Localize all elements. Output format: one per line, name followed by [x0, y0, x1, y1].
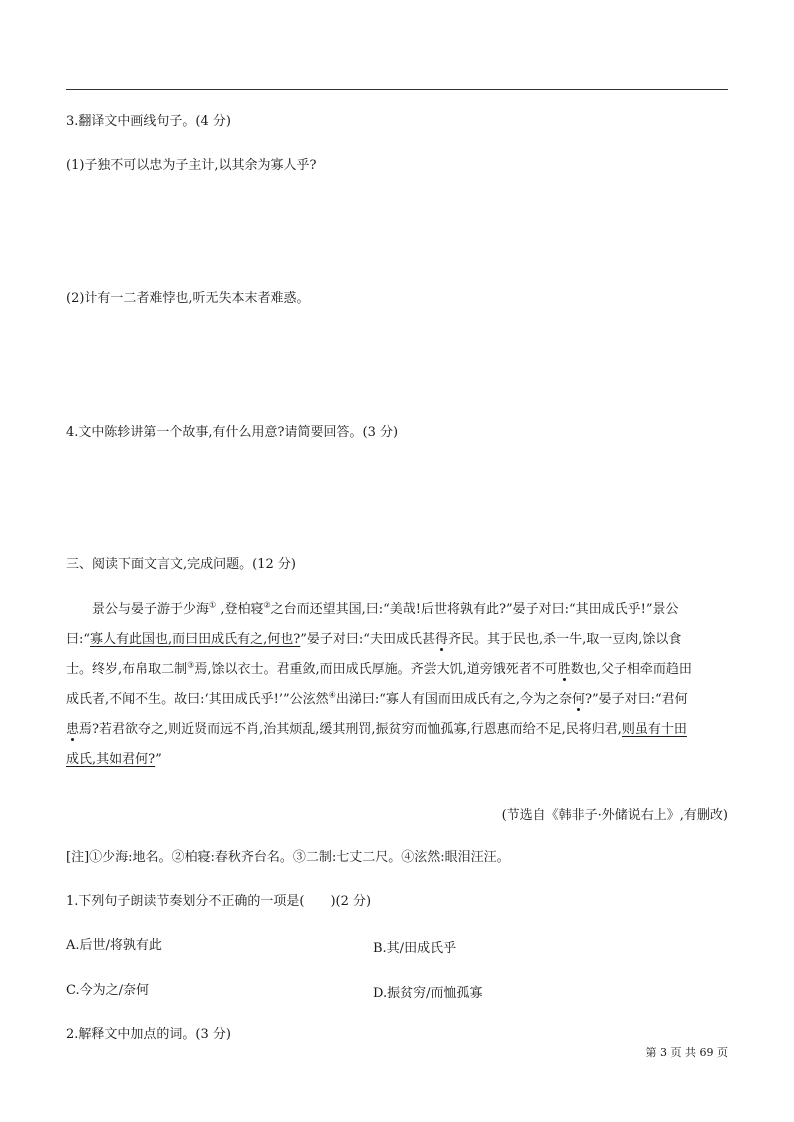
passage-line: 成氏者,不闻不生。故曰:‘其田成氏乎!’”公泫然④出涕曰:“寡人有国而田成氏有之,今为之奈何?”晏子对曰:“君何 — [66, 690, 688, 707]
dotted-word: 何 — [572, 692, 586, 707]
option-d: D.振贫穷/而恤孤寡 — [373, 986, 483, 1001]
q4-title: 4.文中陈轸讲第一个故事,有什么用意?请简要回答。(3 分) — [66, 425, 399, 440]
q3-sentence-2: (2)计有一二者难悖也,听无失本末者难惑。 — [66, 291, 310, 306]
option-c: C.今为之/奈何 — [66, 983, 149, 998]
s3-q1-title: 1.下列句子朗读节奏划分不正确的一项是( )(2 分) — [66, 894, 372, 909]
footnote-mark: ② — [263, 600, 271, 610]
passage-line: 景公与晏子游于少海① ,登柏寝②之台而还望其国,曰:“美哉!后世将孰有此?”晏子对曰:“其田成氏乎!”景公 — [92, 600, 679, 617]
s3-q2-title: 2.解释文中加点的词。(3 分) — [66, 1027, 231, 1042]
passage-source: (节选自《韩非子·外储说右上》,有删改) — [501, 808, 728, 823]
header-rule — [66, 89, 728, 90]
classical-passage — [66, 595, 728, 775]
section3-heading: 三、阅读下面文言文,完成问题。(12 分) — [66, 557, 296, 572]
footnote-mark: ④ — [328, 690, 336, 700]
passage-line: 患焉?若君欲夺之,则近贤而远不肖,治其烦乱,缓其刑罚,振贫穷而恤孤寡,行恩惠而给不足,民将归君,则虽有十田 — [66, 722, 687, 737]
dotted-word: 患 — [66, 722, 80, 737]
passage-line: 士。终岁,布帛取二制③焉,馀以衣士。君重敛,而田成氏厚施。齐尝大饥,道旁饿死者不可胜数也,父子相牵而趋田 — [66, 660, 692, 677]
underlined-sentence: 寡人有此国也,而曰田成氏有之,何也? — [90, 632, 301, 647]
dotted-word: 得 — [434, 632, 448, 647]
option-a: A.后世/将孰有此 — [66, 938, 162, 953]
dotted-word: 胜 — [557, 662, 571, 677]
page-number: 第 3 页 共 69 页 — [645, 1046, 728, 1059]
passage-line: 曰:“寡人有此国也,而曰田成氏有之,何也?”晏子对曰:“夫田成氏甚得齐民。其于民也,杀一牛,取一豆肉,馀以食 — [66, 632, 682, 647]
footnotes: [注]①少海:地名。②柏寝:春秋齐台名。③二制:七丈二尺。④泫然:眼泪汪汪。 — [66, 850, 510, 865]
option-b: B.其/田成氏乎 — [373, 941, 457, 956]
underlined-sentence: 成氏,其如君何? — [66, 752, 156, 767]
q3-sentence-1: (1)子独不可以忠为子主计,以其余为寡人乎? — [66, 158, 317, 173]
passage-line: 成氏,其如君何?” — [66, 752, 162, 767]
footnote-mark: ③ — [187, 660, 195, 670]
q3-title: 3.翻译文中画线句子。(4 分) — [66, 114, 231, 129]
footnote-mark: ① — [209, 600, 217, 610]
underlined-sentence: 则虽有十田 — [621, 722, 687, 737]
